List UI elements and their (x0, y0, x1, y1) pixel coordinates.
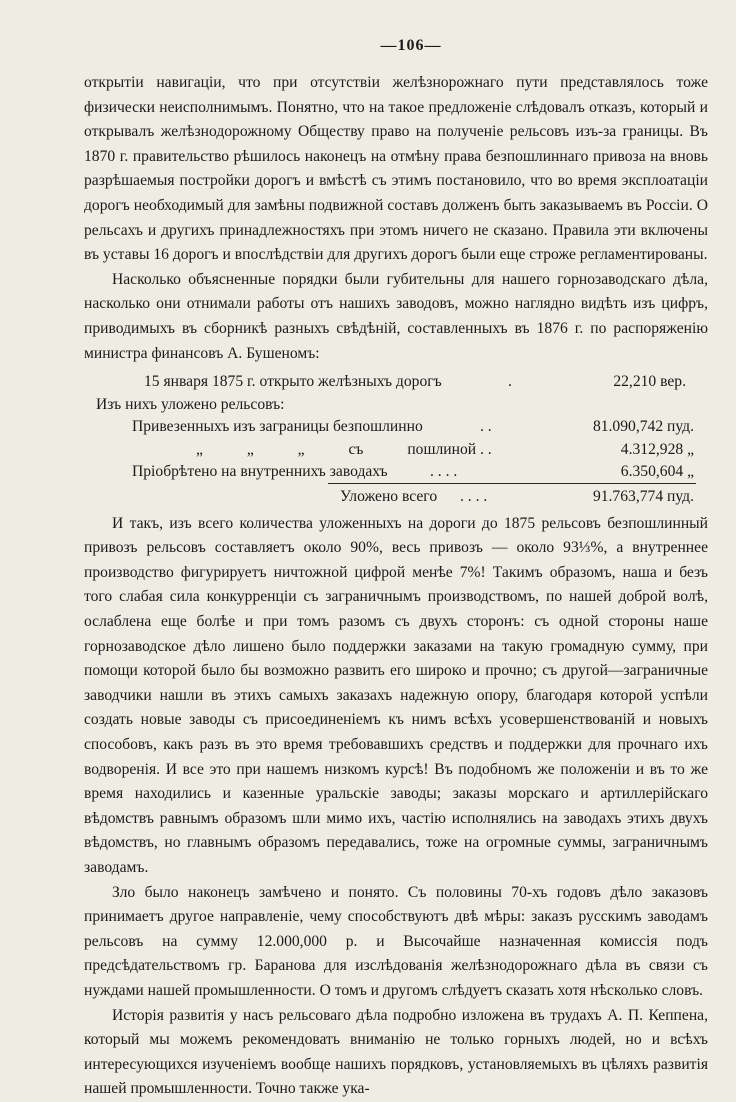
stats-total-value: 91.763,774 пуд. (592, 487, 694, 505)
stats-row-value: 81.090,742 пуд. (592, 418, 694, 436)
stats-row-total (84, 483, 708, 508)
stats-row-label: „ „ „ съ пошлиной (196, 440, 477, 458)
stats-opened-label: 15 января 1875 г. открыто желѣзныхъ дорогъ (144, 373, 442, 391)
stats-row (84, 415, 708, 438)
paragraph-1: открытіи навигаціи, что при отсутствіи желѣзнорожнаго пути представлялось тоже физически неисполнимымъ. Понятно, что на такое предложеніе слѣдовалъ отказъ, который и открывалъ желѣзнодорожному Обществу право на полученіе рельсовъ изъ-за границы. Въ 1870 г. правительство рѣшилось наконецъ на отмѣну права безпошлиннаго привоза на вновь разрѣшаемыя постройки дорогъ и вмѣстѣ съ этимъ постановило, что во время эксплоатаціи дорогъ необходимый для замѣны подвижной составъ долженъ быть заказываемъ въ Россіи. О рельсахъ и другихъ принадлежностяхъ при этомъ ничего не сказано. Правила эти включены въ уставы 16 дорогъ и впослѣдствіи для другихъ дорогъ были еще строже регламентированы. (84, 74, 708, 264)
stats-row-dots: . . (480, 418, 492, 436)
stats-row (84, 460, 708, 483)
paragraph-4: Зло было наконецъ замѣчено и понято. Съ половины 70-хъ годовъ дѣло заказовъ принимаетъ другое направленіе, чему способствуютъ двѣ мѣры: заказъ русскимъ заводамъ рельсовъ на сумму 12.000,000 р. и Высочайше назначенная комиссія подъ предсѣдательствомъ гр. Баранова для изслѣдованія желѣзнодорожнаго дѣла въ связи съ нуждами нашей промышленности. О томъ и другомъ слѣдуетъ сказать хотя нѣсколько словъ. (84, 883, 708, 999)
stats-total-label: Уложено всего (340, 487, 438, 505)
stats-total-dots: . . . . (460, 487, 488, 505)
stats-row-intro (84, 393, 708, 416)
paragraph-3: И такъ, изъ всего количества уложенныхъ на дороги до 1875 рельсовъ безпошлинный привозъ рельсовъ составляетъ около 90%, весь привозъ — около 93⅓%, а внутреннее производство фигурируетъ ничтожной цифрой менѣе 7%! Такимъ образомъ, наша и безъ того слабая сила конкурренціи съ заграничнымъ производствомъ, по нашей доброй волѣ, ослаблена еще болѣе и при томъ разомъ съ двухъ сторонъ: съ одной стороны наше горнозаводское дѣло лишено было поддержки заказами на такую громадную сумму, при помощи которой было бы возможно развить его широко и прочно; съ другой—заграничные заводчики нашли въ этихъ самыхъ заказахъ надежную опору, благодаря которой успѣли создать новые заводы съ присоединеніемъ къ нимъ всѣхъ усовершенствованій и новыхъ способовъ, какъ разъ въ это время требовавшихъ средствъ и поддержки для прочнаго ихъ водворенія. И все это при нашемъ низкомъ курсѣ! Въ подобномъ же положеніи и въ то же время находились и казенные уральскіе заводы; заказы морскаго и артиллерійскаго вѣдомствъ равнымъ образомъ шли мимо ихъ, частію исполнялись на заводахъ этихъ двухъ вѣдомствъ, но главнымъ образомъ передавались, тоже на огромные суммы, заграничнымъ заводамъ. (84, 514, 708, 876)
total-rule (328, 483, 696, 484)
stats-row-opened (84, 370, 708, 393)
paragraph-5: Исторія развитія у насъ рельсоваго дѣла подробно изложена въ трудахъ А. П. Кеппена, который мы можемъ рекомендовать вниманію не только горныхъ людей, но и всѣхъ интересующихся изученіемъ вообще нашихъ порядковъ, установляемыхъ въ цѣляхъ развитія нашей промышленности. Точно также ука- (84, 1006, 708, 1098)
stats-opened-dot: . (508, 373, 512, 391)
stats-row-dots: . . (480, 440, 492, 458)
stats-row-dots: . . . . (430, 463, 458, 481)
stats-opened-value: 22,210 вер. (613, 373, 686, 391)
stats-row (84, 438, 708, 461)
stats-row-label: Пріобрѣтено на внутреннихъ заводахъ (132, 463, 388, 481)
stats-row-value: 4.312,928 „ (620, 440, 694, 458)
stats-row-label: Привезенныхъ изъ заграницы безпошлинно (132, 418, 423, 436)
stats-row-value: 6.350,604 „ (620, 463, 694, 481)
paragraph-2: Насколько объясненные порядки были губительны для нашего горнозаводскаго дѣла, насколько они отнимали работы отъ нашихъ заводовъ, можно наглядно видѣть изъ цифръ, приводимыхъ въ сборникѣ разныхъ свѣдѣній, составленныхъ въ 1876 г. по распоряженію министра финансовъ А. Бушеномъ: (84, 270, 708, 362)
stats-laid-intro: Изъ нихъ уложено рельсовъ: (96, 395, 285, 413)
page-number: —106— (380, 37, 442, 54)
rail-statistics-table (84, 370, 708, 508)
